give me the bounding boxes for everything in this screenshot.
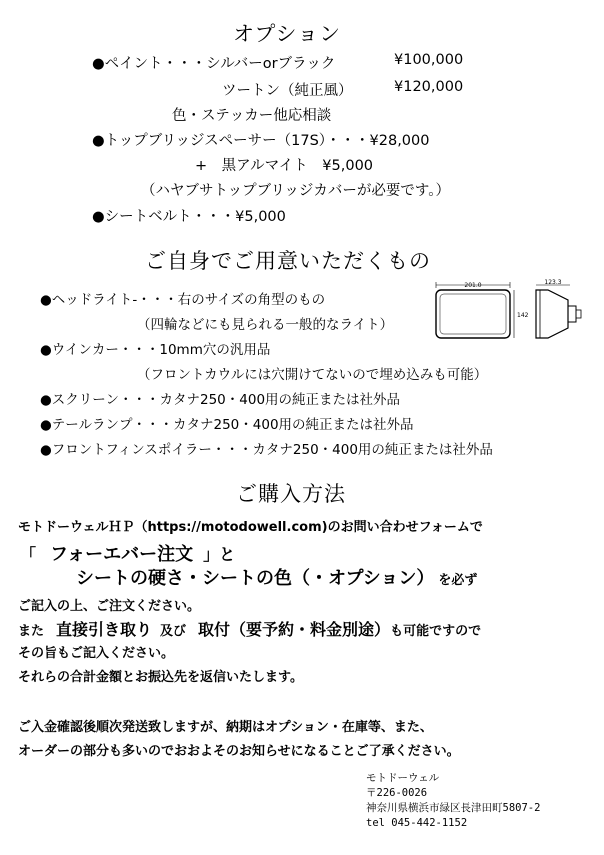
paint-option: ●ペイント・・・シルバーorブラック — [92, 56, 336, 72]
and-text: 及び — [160, 624, 187, 639]
purchase-line-4: ご記入の上、ご注文ください。 — [18, 599, 201, 614]
width-dimension-label: 201.0 — [464, 282, 482, 289]
spoiler-item: ●フロントフィンスポイラー・・・カタナ250・400用の純正または社外品 — [40, 442, 493, 458]
black-alumite-option: + 黒アルマイト ¥5,000 — [195, 158, 374, 174]
must-text: を必ず — [438, 573, 478, 588]
purchase-line-5 — [18, 617, 481, 640]
purchase-line-6: その旨もご記入ください。 — [18, 646, 175, 661]
paint-price: ¥100,000 — [394, 52, 464, 68]
hayabusa-note: （ハヤブサトップブリッジカバーが必要です。） — [141, 183, 450, 199]
installation: 取付（要予約・料金別途） — [198, 620, 391, 639]
headlight-front-view — [436, 282, 529, 338]
forever-order: フォーエバー注文 — [50, 544, 194, 565]
twotone-option: ツートン（純正風） — [222, 83, 353, 99]
purchase-line-3 — [76, 564, 477, 590]
headlight-note: （四輪などにも見られる一般的なライト） — [137, 317, 394, 333]
seatbelt-option: ●シートベルト・・・¥5,000 — [92, 209, 286, 225]
postal-code: 〒226-0026 — [366, 787, 428, 799]
possible-text: も可能ですので — [390, 624, 482, 639]
seat-spec-required: シートの硬さ・シートの色（・オプション） — [76, 568, 435, 589]
spacer-option: ●トップブリッジスペーサー（17S）・・・¥28,000 — [92, 133, 430, 149]
headlight-diagram — [428, 278, 588, 348]
height-dimension-label: 142 — [517, 312, 529, 319]
telephone: tel 045-442-1152 — [366, 817, 468, 829]
company-name: モトドーウェル — [366, 772, 440, 784]
also-text: また — [18, 624, 45, 639]
purchase-title: ご購入方法 — [236, 482, 346, 506]
headlight-side-view — [536, 279, 581, 338]
depth-dimension-label: 123.3 — [544, 279, 562, 286]
bracket-open: 「 — [20, 545, 37, 564]
tail-item: ●テールランプ・・・カタナ250・400用の純正または社外品 — [40, 417, 414, 433]
color-note: 色・ステッカー他応相談 — [172, 108, 332, 124]
winker-item: ●ウインカー・・・10mm穴の汎用品 — [40, 342, 271, 358]
purchase-line-8: ご入金確認後順次発送致しますが、納期はオプション・在庫等、また、 — [18, 720, 433, 735]
purchase-line-2 — [20, 540, 235, 566]
options-title: オプション — [233, 22, 342, 46]
purchase-line-9: オーダーの部分も多いのでおおよそのお知らせになることご了承ください。 — [18, 744, 460, 759]
direct-pickup: 直接引き取り — [56, 620, 153, 639]
bracket-close: 」と — [203, 545, 236, 564]
winker-note: （フロントカウルには穴開けてないので埋め込みも可能） — [137, 367, 488, 383]
twotone-price: ¥120,000 — [394, 79, 464, 95]
address-block — [366, 771, 540, 831]
self-prepare-title: ご自身でご用意いただくもの — [145, 249, 431, 273]
headlight-item: ●ヘッドライト-・・・右のサイズの角型のもの — [40, 292, 326, 308]
street-address: 神奈川県横浜市緑区長津田町5807-2 — [366, 802, 541, 814]
screen-item: ●スクリーン・・・カタナ250・400用の純正または社外品 — [40, 392, 401, 408]
purchase-line-1: モトドーウェルＨＰ（https://motodowell.com)のお問い合わせフォームで — [18, 520, 483, 535]
purchase-line-7: それらの合計金額とお振込先を返信いたします。 — [18, 670, 303, 685]
